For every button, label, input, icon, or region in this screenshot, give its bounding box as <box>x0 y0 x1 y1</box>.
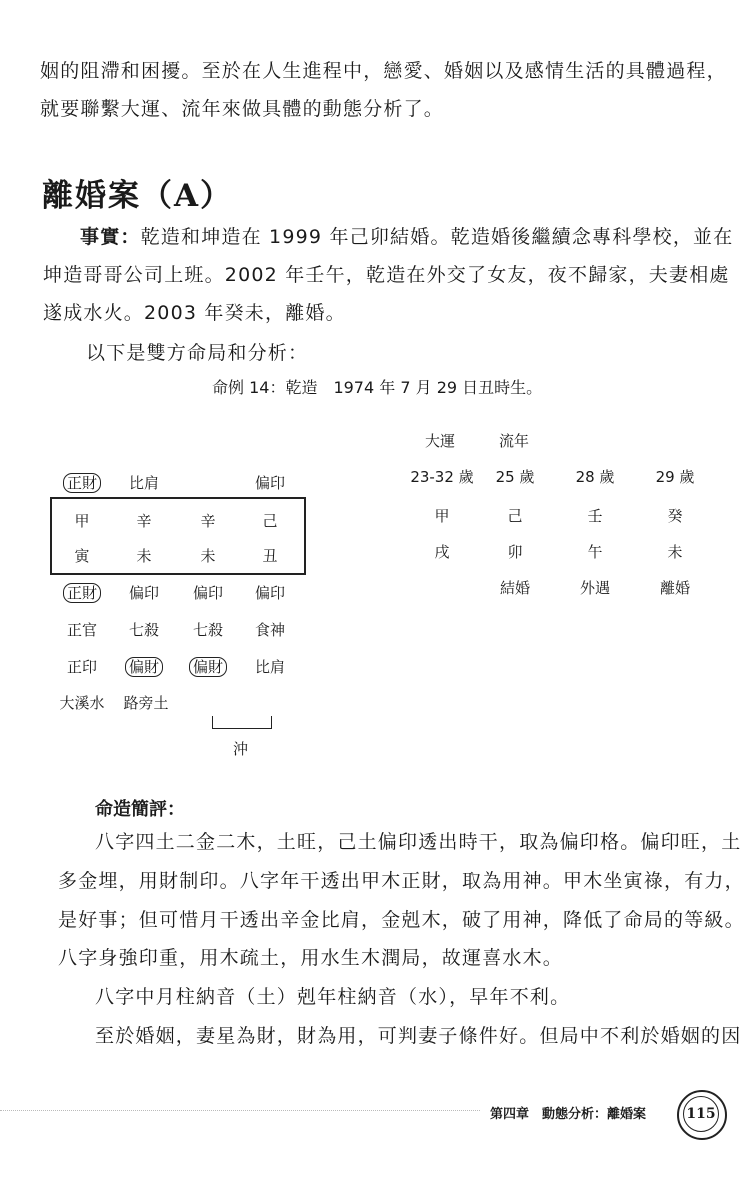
review-line-4: 八字身強印重，用木疏土，用水生木潤局，故運喜水木。 <box>58 947 564 969</box>
top-god-hour: 偏印 <box>254 474 285 492</box>
facts-text-1: 乾造和坤造在 1999 年己卯結婚。乾造婚後繼續念專科學校，並在 <box>140 226 734 248</box>
hidden-3-day: 偏財 <box>189 657 227 677</box>
page-number: 115 <box>683 1096 719 1132</box>
clash-bracket <box>212 716 272 729</box>
hidden-2-year: 正官 <box>66 621 97 639</box>
stem-day: 辛 <box>200 512 216 530</box>
facts-label: 事實： <box>80 226 141 248</box>
footer-chapter: 第四章 動態分析：離婚案 <box>490 1107 647 1122</box>
branch-day: 未 <box>200 547 216 565</box>
facts-line-3: 遂成水火。2003 年癸未，離婚。 <box>43 302 346 324</box>
hidden-1-hour: 偏印 <box>254 584 285 602</box>
luck-event-2: 結婚 <box>499 579 530 597</box>
hidden-2-hour: 食神 <box>254 621 285 639</box>
hidden-1-month: 偏印 <box>128 584 159 602</box>
luck-stem-1: 甲 <box>434 507 450 525</box>
branch-month: 未 <box>136 547 152 565</box>
footer-divider <box>0 1110 480 1111</box>
facts-line-1 <box>80 222 733 249</box>
luck-branch-1: 戌 <box>434 543 450 561</box>
review-line-2: 多金埋，用財制印。八字年干透出甲木正財，取為用神。甲木坐寅祿，有力， <box>58 870 745 892</box>
hidden-1-year: 正財 <box>63 583 101 603</box>
top-god-year: 正財 <box>63 473 101 493</box>
luck-stem-2: 己 <box>507 507 523 525</box>
intro-line-1: 姻的阻滯和困擾。至於在人生進程中，戀愛、婚姻以及感情生活的具體過程， <box>40 60 727 82</box>
facts-line-2: 坤造哥哥公司上班。2002 年壬午，乾造在外交了女友，夜不歸家，夫妻相處 <box>43 264 730 286</box>
review-line-1: 八字四土二金二木，土旺，己土偏印透出時干，取為偏印格。偏印旺，土 <box>95 831 742 853</box>
review-line-3: 是好事；但可惜月干透出辛金比肩，金剋木，破了用神，降低了命局的等級。 <box>58 909 745 931</box>
luck-branch-2: 卯 <box>507 543 523 561</box>
luck-branch-3: 午 <box>587 543 603 561</box>
luck-age-4: 29 歲 <box>655 468 695 486</box>
page-number-badge <box>677 1090 727 1140</box>
review-line-6: 至於婚姻，妻星為財，財為用，可判妻子條件好。但局中不利於婚姻的因 <box>95 1025 742 1047</box>
hidden-2-month: 七殺 <box>128 621 159 639</box>
hidden-3-year: 正印 <box>66 658 97 676</box>
branch-hour: 丑 <box>262 547 278 565</box>
review-title: 命造簡評： <box>95 799 185 820</box>
stem-hour: 己 <box>262 512 278 530</box>
section-title: 離婚案（A） <box>42 178 234 214</box>
luck-header-dayun: 大運 <box>425 432 456 450</box>
luck-age-2: 25 歲 <box>495 468 535 486</box>
hidden-2-day: 七殺 <box>192 621 223 639</box>
luck-stem-3: 壬 <box>587 507 603 525</box>
hidden-3-hour: 比肩 <box>254 658 285 676</box>
hidden-1-day: 偏印 <box>192 584 223 602</box>
case-caption: 命例 14：乾造 1974 年 7 月 29 日丑時生。 <box>212 378 543 397</box>
stem-month: 辛 <box>136 512 152 530</box>
luck-age-3: 28 歲 <box>575 468 615 486</box>
stem-year: 甲 <box>74 512 90 530</box>
luck-header-liunian: 流年 <box>499 432 530 450</box>
luck-branch-4: 未 <box>667 543 683 561</box>
clash-label: 沖 <box>233 740 249 758</box>
top-god-month: 比肩 <box>128 474 159 492</box>
nayin-month: 路旁土 <box>123 694 169 712</box>
luck-event-3: 外遇 <box>579 579 610 597</box>
luck-stem-4: 癸 <box>667 507 683 525</box>
luck-age-1: 23-32 歲 <box>410 468 474 486</box>
nayin-year: 大溪水 <box>59 694 105 712</box>
lead-text: 以下是雙方命局和分析： <box>86 342 309 364</box>
branch-year: 寅 <box>74 547 90 565</box>
intro-line-2: 就要聯繫大運、流年來做具體的動態分析了。 <box>40 98 445 120</box>
hidden-3-month: 偏財 <box>125 657 163 677</box>
review-line-5: 八字中月柱納音（土）剋年柱納音（水），早年不利。 <box>95 986 571 1008</box>
luck-event-4: 離婚 <box>659 579 690 597</box>
